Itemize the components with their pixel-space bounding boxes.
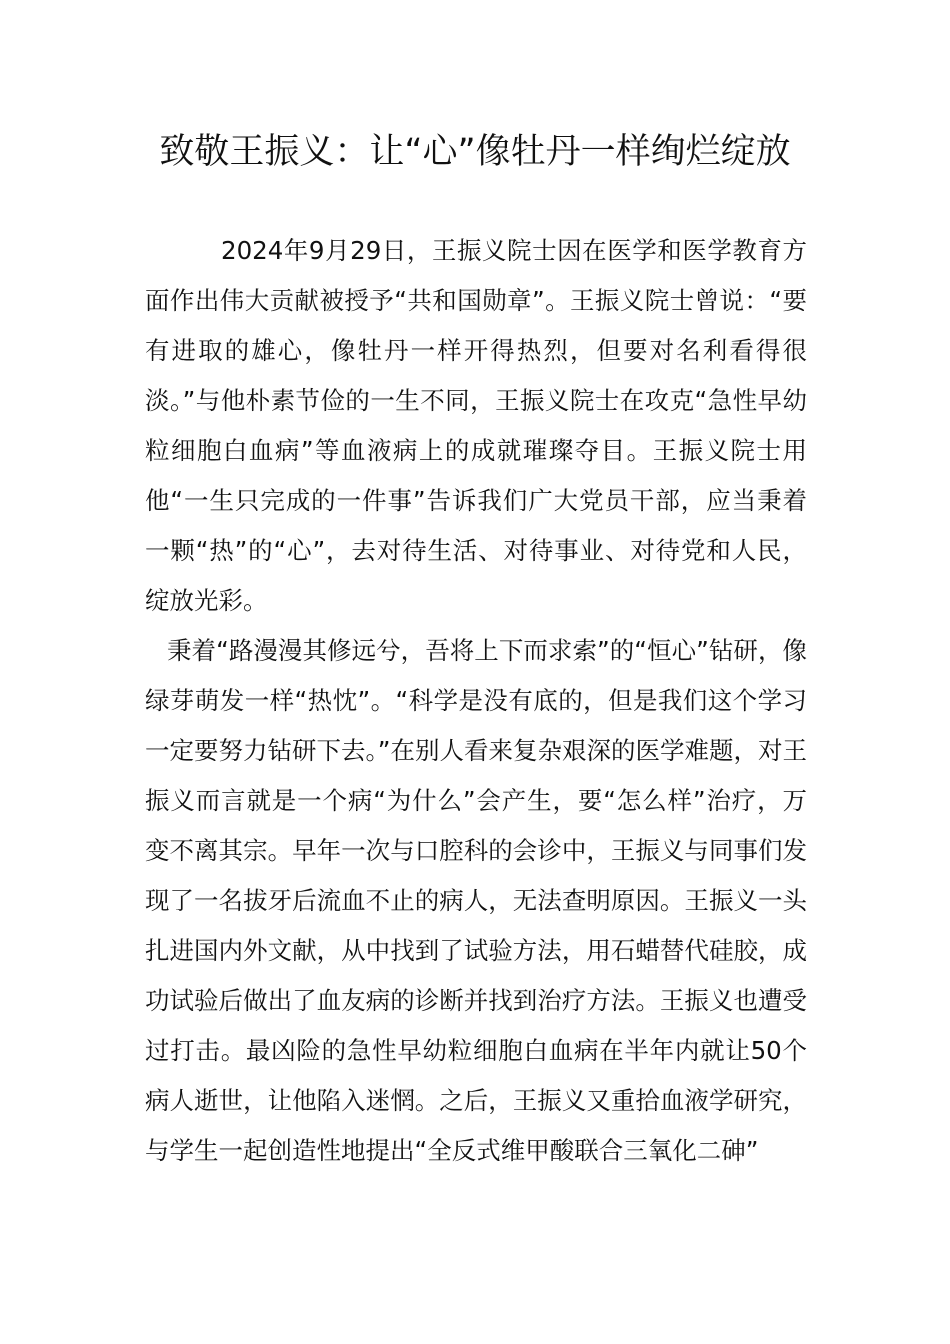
paragraph-2: 秉着“路漫漫其修远兮，吾将上下而求索”的“恒心”钻研，像绿芽萌发一样“热忱”。“科学是没有底的，但是我们这个学习一定要努力钻研下去。”在别人看来复杂艰深的医学难题，对王振义而言就是一个病“为什么”会产生，要“怎么样”治疗，万变不离其宗。早年一次与口腔科的会诊中，王振义与同事们发现了一名拔牙后流血不止的病人，无法查明原因。王振义一头扎进国内外文献，从中找到了试验方法，用石蜡替代硅胶，成功试验后做出了血友病的诊断并找到治疗方法。王振义也遭受过打击。最凶险的急性早幼粒细胞白血病在半年内就让50个病人逝世，让他陷入迷惘。之后，王振义又重拾血液学研究，与学生一起创造性地提出“全反式维甲酸联合三氧化二砷”	[145, 636, 807, 1165]
document-title: 致敬王振义：让“心”像牡丹一样绚烂绽放	[159, 132, 791, 172]
document-body	[145, 226, 807, 1176]
paragraph-1: 2024年9月29日，王振义院士因在医学和医学教育方面作出伟大贡献被授予“共和国勋章”。王振义院士曾说：“要有进取的雄心，像牡丹一样开得热烈，但要对名利看得很淡。”与他朴素节俭的一生不同，王振义院士在攻克“急性早幼粒细胞白血病”等血液病上的成就璀璨夺目。王振义院士用他“一生只完成的一件事”告诉我们广大党员干部，应当秉着一颗“热”的“心”，去对待生活、对待事业、对待党和人民，绽放光彩。	[145, 236, 807, 615]
